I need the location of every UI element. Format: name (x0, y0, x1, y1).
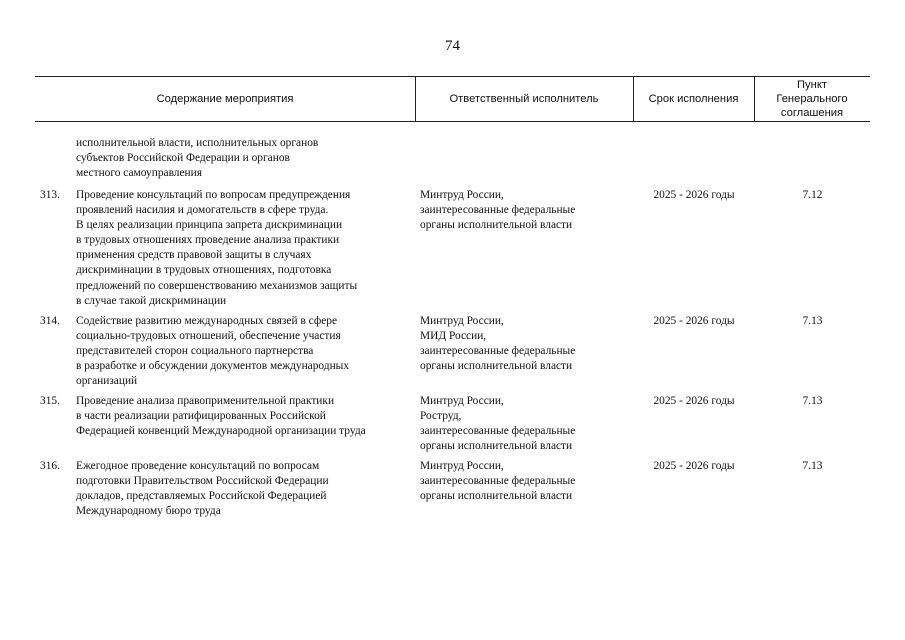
row-number: 313. (40, 189, 60, 201)
header-responsible: Ответственный исполнитель (449, 93, 599, 105)
header-agreement-point (754, 77, 870, 121)
table-header (35, 76, 870, 122)
row-point: 7.12 (802, 189, 823, 201)
row-point: 7.13 (802, 315, 823, 327)
row-content: Проведение анализа правоприменительной практики в части реализации ратифицированных Российской Федерацией конвенций Международной организации труда (76, 395, 366, 438)
row-responsible: Минтруд России, заинтересованные федеральные органы исполнительной власти (420, 189, 576, 232)
row-content: Проведение консультаций по вопросам предупреждения проявлений насилия и домогательств в сфере труда. В целях реализации принципа запрета дискриминации в трудовых отношениях проведение анализа практики применения средств правовой защиты в случаях дискриминации в трудовых отношениях, подготовка предложений по совершенствованию механизмов защиты в случае такой дискриминации (76, 189, 358, 307)
row-period: 2025 - 2026 годы (653, 315, 735, 327)
row-point: 7.13 (802, 395, 823, 407)
row-number: 315. (40, 395, 60, 407)
row-content: Ежегодное проведение консультаций по вопросам подготовки Правительством Российской Федерации докладов, представляемых Российской Федерацией Международному бюро труда (76, 460, 329, 518)
row-period: 2025 - 2026 годы (653, 460, 735, 472)
row-content: Содействие развитию международных связей в сфере социально-трудовых отношений, обеспечение участия представителей сторон социального партнерства в разработке и обсуждении документов международных организаций (76, 315, 350, 388)
row-period: 2025 - 2026 годы (653, 395, 735, 407)
header-agreement-point-label: Пункт Генерального соглашения (776, 79, 848, 119)
row-number: 314. (40, 315, 60, 327)
row-point: 7.13 (802, 460, 823, 472)
row-responsible: Минтруд России, заинтересованные федеральные органы исполнительной власти (420, 460, 576, 503)
page-number: 74 (445, 38, 460, 54)
row-responsible: Минтруд России, Роструд, заинтересованные федеральные органы исполнительной власти (420, 395, 576, 453)
row-number: 316. (40, 460, 60, 472)
header-content: Содержание мероприятия (156, 93, 294, 105)
row-period: 2025 - 2026 годы (653, 189, 735, 201)
row-responsible: Минтруд России, МИД России, заинтересованные федеральные органы исполнительной власти (420, 315, 576, 373)
header-deadline: Срок исполнения (648, 93, 739, 105)
continuation-text: исполнительной власти, исполнительных органов субъектов Российской Федерации и органов местного самоуправления (76, 137, 319, 180)
